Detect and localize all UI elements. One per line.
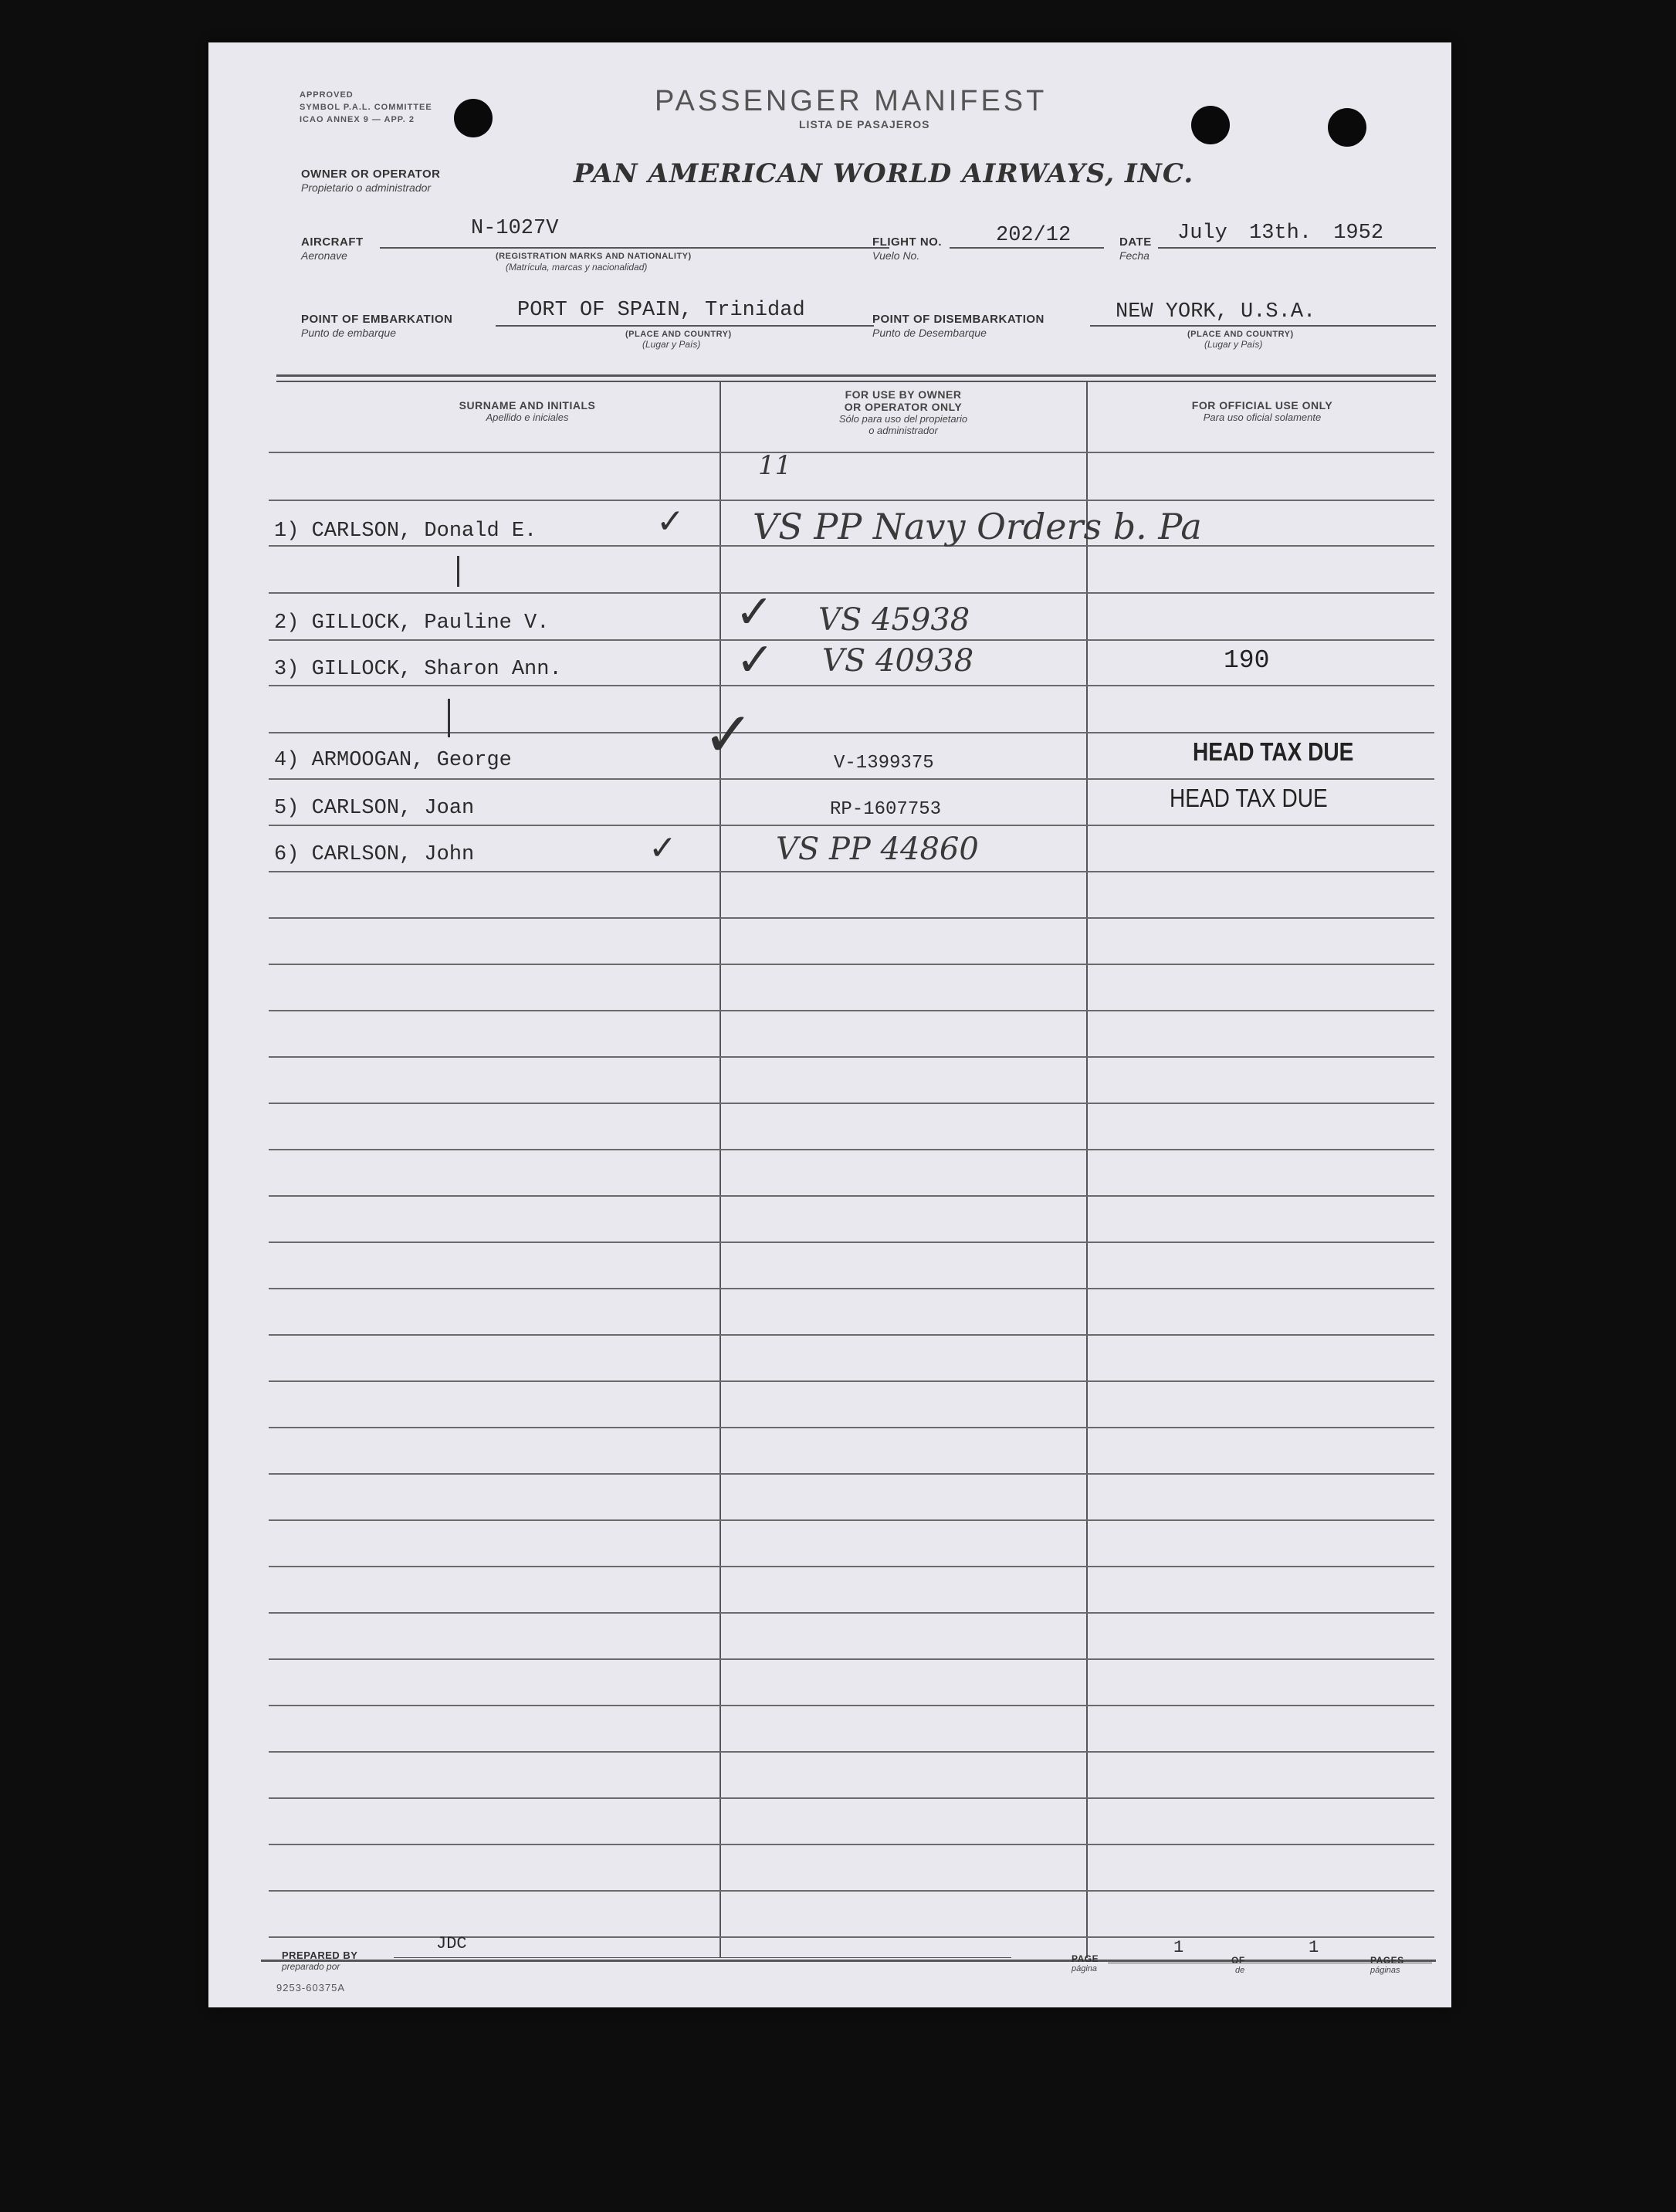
of-label: OF <box>1231 1955 1245 1966</box>
disembark-label-es: Punto de Desembarque <box>872 327 987 339</box>
passenger-name: 6) CARLSON, John <box>274 843 475 866</box>
prepared-value: JDC <box>436 1934 467 1953</box>
disembark-value: NEW YORK, U.S.A. <box>1116 300 1316 324</box>
row-rule <box>269 1519 1434 1521</box>
row-rule <box>269 1427 1434 1428</box>
name-column-head: SURNAME AND INITIALS Apellido e iniciales <box>459 399 596 423</box>
row-rule <box>269 1056 1434 1058</box>
disembark-sub-es: (Lugar y País) <box>1204 339 1263 350</box>
punch-hole <box>454 99 493 137</box>
row-rule <box>269 1380 1434 1382</box>
passenger-name: 3) GILLOCK, Sharon Ann. <box>274 658 562 681</box>
approval-line: APPROVED <box>300 90 354 100</box>
underline <box>1090 325 1436 327</box>
embark-sub-es: (Lugar y País) <box>642 339 701 350</box>
check-mark-icon: ✓ <box>656 502 685 541</box>
row-rule <box>269 732 1434 733</box>
tick-stroke <box>457 556 459 587</box>
embark-value: PORT OF SPAIN, Trinidad <box>517 299 805 322</box>
date-label-es: Fecha <box>1119 249 1149 262</box>
of-value: 1 <box>1309 1938 1319 1957</box>
official-column-head: FOR OFFICIAL USE ONLY Para uso oficial solamente <box>1191 399 1333 423</box>
owner-value: PAN AMERICAN WORLD AIRWAYS, INC. <box>574 158 1194 189</box>
row-rule <box>269 1658 1434 1660</box>
official-entry: HEAD TAX DUE <box>1193 737 1354 766</box>
official-entry: HEAD TAX DUE <box>1170 784 1328 812</box>
owner-use-entry: V-1399375 <box>834 753 934 774</box>
check-mark-icon: ✓ <box>703 699 755 771</box>
column-divider <box>1086 381 1088 1958</box>
owner-use-entry: VS PP 44860 <box>776 832 979 867</box>
passenger-name: 5) CARLSON, Joan <box>274 797 475 820</box>
check-mark-icon: ✓ <box>736 633 775 687</box>
of-label-es: de <box>1235 1966 1245 1975</box>
row-rule <box>269 778 1434 780</box>
punch-hole <box>1328 108 1366 147</box>
owner-label: OWNER OR OPERATOR <box>301 168 441 181</box>
disembark-label: POINT OF DISEMBARKATION <box>872 313 1045 326</box>
row-rule <box>269 1473 1434 1475</box>
row-rule <box>269 964 1434 965</box>
row-rule <box>269 1751 1434 1753</box>
row-rule <box>269 685 1434 686</box>
embark-label: POINT OF EMBARKATION <box>301 313 453 326</box>
form-title: PASSENGER MANIFEST <box>655 85 1048 117</box>
embark-label-es: Punto de embarque <box>301 327 396 339</box>
passenger-name: 1) CARLSON, Donald E. <box>274 520 537 543</box>
row-rule <box>269 1149 1434 1150</box>
aircraft-value: N-1027V <box>471 217 559 240</box>
embark-sub: (PLACE AND COUNTRY) <box>625 330 732 339</box>
row-rule <box>269 825 1434 826</box>
passenger-name: 2) GILLOCK, Pauline V. <box>274 611 550 635</box>
check-mark-icon: ✓ <box>648 828 677 868</box>
row-rule <box>269 1705 1434 1706</box>
row-rule <box>269 1195 1434 1197</box>
row-rule <box>269 1241 1434 1243</box>
row-rule <box>269 1010 1434 1011</box>
date-value: July 13th. 1952 <box>1177 222 1384 245</box>
underline <box>1158 247 1436 249</box>
official-entry: 190 <box>1224 646 1270 675</box>
row-rule <box>269 1334 1434 1336</box>
manifest-sheet <box>208 42 1451 2007</box>
row-rule <box>269 917 1434 919</box>
page-value: 1 <box>1173 1938 1184 1957</box>
row-rule <box>269 1103 1434 1104</box>
row-rule <box>269 1890 1434 1892</box>
column-divider <box>719 381 721 1958</box>
owner-use-entry: RP-1607753 <box>830 799 942 820</box>
row-rule <box>269 500 1434 501</box>
aircraft-label: AIRCRAFT <box>301 235 364 249</box>
row-rule <box>269 1566 1434 1567</box>
check-mark-icon: ✓ <box>735 585 774 639</box>
punch-hole <box>1191 106 1230 144</box>
row-rule <box>269 639 1434 641</box>
underline <box>496 325 874 327</box>
flight-label-es: Vuelo No. <box>872 249 920 262</box>
flight-label: FLIGHT NO. <box>872 235 942 249</box>
row-rule <box>269 452 1434 453</box>
table-top-rule <box>276 381 1436 382</box>
owner-use-entry: VS PP Navy Orders b. Pa <box>753 506 1202 547</box>
aircraft-sub: (REGISTRATION MARKS AND NATIONALITY) <box>496 252 692 261</box>
prepared-label: PREPARED BY <box>282 1949 358 1961</box>
underline <box>380 247 889 249</box>
form-title-es: LISTA DE PASAJEROS <box>799 118 930 130</box>
owner-use-entry: VS 45938 <box>818 602 970 638</box>
tick-stroke <box>448 699 450 737</box>
pages-label-es: páginas <box>1370 1966 1400 1975</box>
row-rule <box>269 871 1434 872</box>
date-label: DATE <box>1119 235 1152 249</box>
owner-column-head: FOR USE BY OWNER OR OPERATOR ONLY Sólo para uso del propietario o administrador <box>838 388 968 436</box>
owner-use-entry: VS 40938 <box>822 643 974 679</box>
table-top-rule <box>276 374 1436 377</box>
row-rule <box>269 592 1434 594</box>
aircraft-sub-es: (Matrícula, marcas y nacionalidad) <box>506 262 648 273</box>
row-rule <box>269 1288 1434 1289</box>
form-number: 9253-60375A <box>276 1982 346 1994</box>
pages-label: PAGES <box>1370 1955 1404 1966</box>
approval-line: ICAO ANNEX 9 — APP. 2 <box>300 115 415 124</box>
prepared-label-es: preparado por <box>282 1961 340 1972</box>
aircraft-label-es: Aeronave <box>301 249 347 262</box>
disembark-sub: (PLACE AND COUNTRY) <box>1187 330 1294 339</box>
table-bottom-rule <box>261 1960 1436 1962</box>
underline <box>394 1957 1011 1958</box>
row-rule <box>269 1844 1434 1845</box>
row-rule <box>269 1797 1434 1799</box>
row-rule <box>269 1612 1434 1614</box>
handwritten-mark: 11 <box>758 450 792 481</box>
approval-line: SYMBOL P.A.L. COMMITTEE <box>300 103 432 112</box>
page-label-es: página <box>1072 1964 1098 1973</box>
underline <box>950 247 1104 249</box>
passenger-name: 4) ARMOOGAN, George <box>274 749 512 772</box>
owner-label-es: Propietario o administrador <box>301 181 432 194</box>
flight-value: 202/12 <box>996 224 1072 247</box>
page-label: PAGE <box>1072 1953 1099 1964</box>
